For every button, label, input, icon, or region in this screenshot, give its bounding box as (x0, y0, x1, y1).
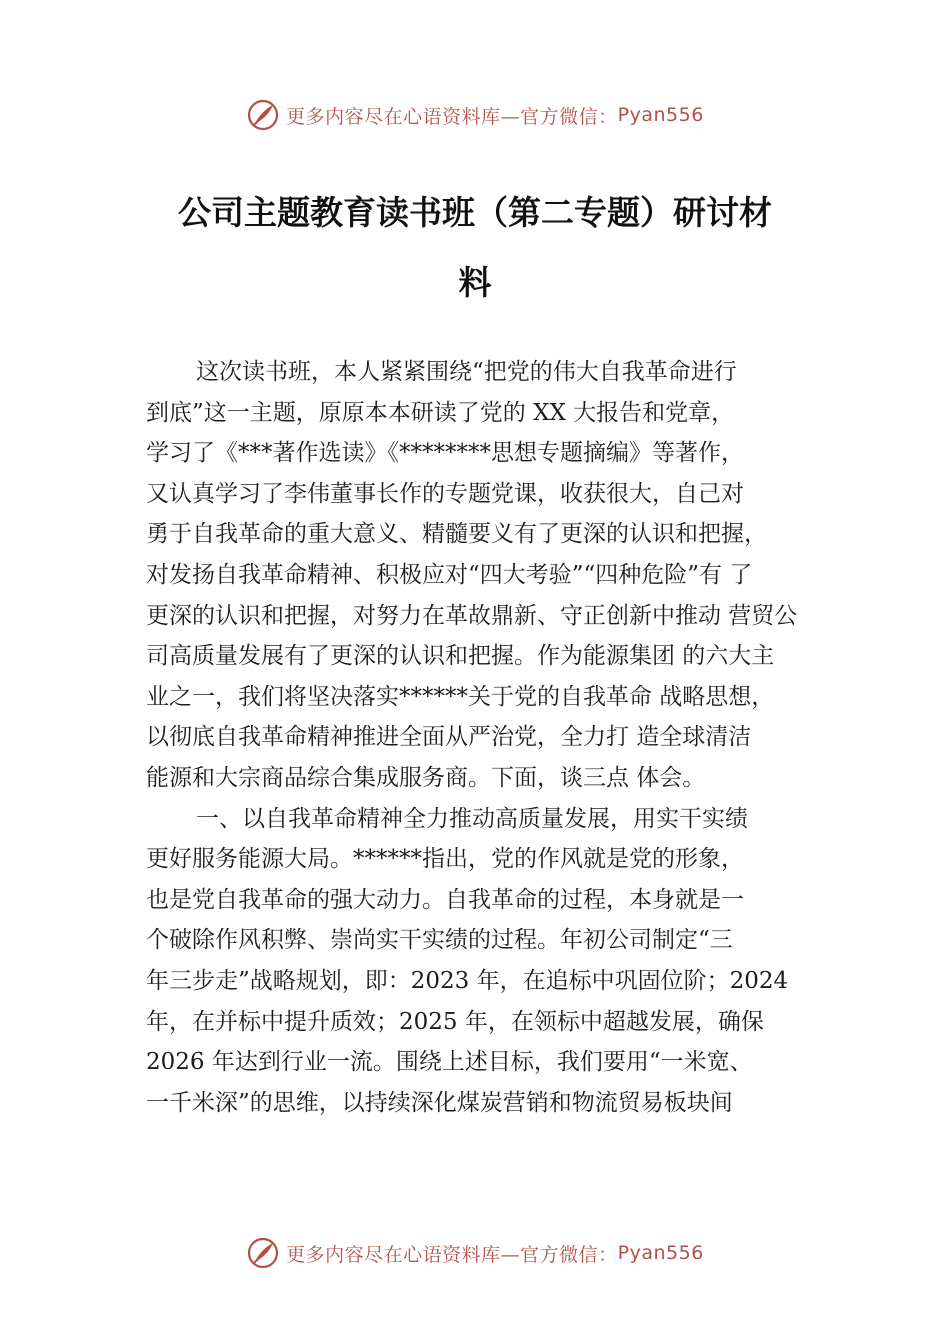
body-line: 年，在并标中提升质效；2025 年，在领标中超越发展，确保 (146, 1008, 764, 1035)
body-line: 这次读书班，本人紧紧围绕“把党的伟大自我革命进行 (196, 359, 737, 385)
document-body (146, 352, 836, 1123)
body-line: 勇于自我革命的重大意义、精髓要义有了更深的认识和把握， (146, 521, 767, 548)
body-line: 一千米深”的思维，以持续深化煤炭营销和物流贸易板块间 (146, 1089, 733, 1116)
body-line: 更深的认识和把握，对努力在革故鼎新、守正创新中推动 营贸公 (146, 602, 798, 629)
document-title (150, 178, 800, 318)
body-line: 以彻底自我革命精神推进全面从严治党，全力打 造全球清洁 (146, 724, 752, 751)
body-line: 业之一，我们将坚决落实******关于党的自我革命 战略思想， (146, 683, 775, 710)
body-line: 2026 年达到行业一流。围绕上述目标，我们要用“一米宽、 (146, 1049, 753, 1076)
body-line: 到底”这一主题，原原本本研读了党的 XX 大报告和党章， (146, 399, 735, 426)
feather-quill-logo-icon (246, 98, 280, 132)
watermark-text: 更多内容尽在心语资料库—官方微信： (286, 105, 618, 128)
title-line: 公司主题教育读书班（第二专题）研讨材 (178, 193, 772, 232)
body-line: 个破除作风积弊、崇尚实干实绩的过程。年初公司制定“三 (146, 927, 733, 954)
body-line: 又认真学习了李伟董事长作的专题党课，收获很大，自己对 (146, 480, 744, 507)
feather-quill-logo-icon (246, 1236, 280, 1270)
watermark-handle: Pyan556 (617, 104, 704, 126)
body-line: 对发扬自我革命精神、积极应对“四大考验”“四种危险”有 了 (146, 561, 753, 588)
body-line: 更好服务能源大局。******指出，党的作风就是党的形象， (146, 846, 744, 873)
body-line: 司高质量发展有了更深的认识和把握。作为能源集团 的六大主 (146, 643, 775, 670)
body-line: 年三步走”战略规划，即：2023 年，在追标中巩固位阶；2024 (146, 967, 789, 994)
body-line: 学习了《***著作选读》《********思想专题摘编》等著作， (146, 440, 744, 467)
title-line: 料 (458, 263, 492, 302)
watermark-handle: Pyan556 (617, 1242, 704, 1264)
body-line: 一、以自我革命精神全力推动高质量发展，用实干实绩 (196, 805, 748, 832)
body-line: 能源和大宗商品综合集成服务商。下面，谈三点 体会。 (146, 764, 706, 791)
watermark-header (0, 95, 950, 135)
watermark-footer (0, 1233, 950, 1273)
body-line: 也是党自我革命的强大动力。自我革命的过程，本身就是一 (146, 886, 744, 913)
watermark-text: 更多内容尽在心语资料库—官方微信： (286, 1243, 618, 1266)
